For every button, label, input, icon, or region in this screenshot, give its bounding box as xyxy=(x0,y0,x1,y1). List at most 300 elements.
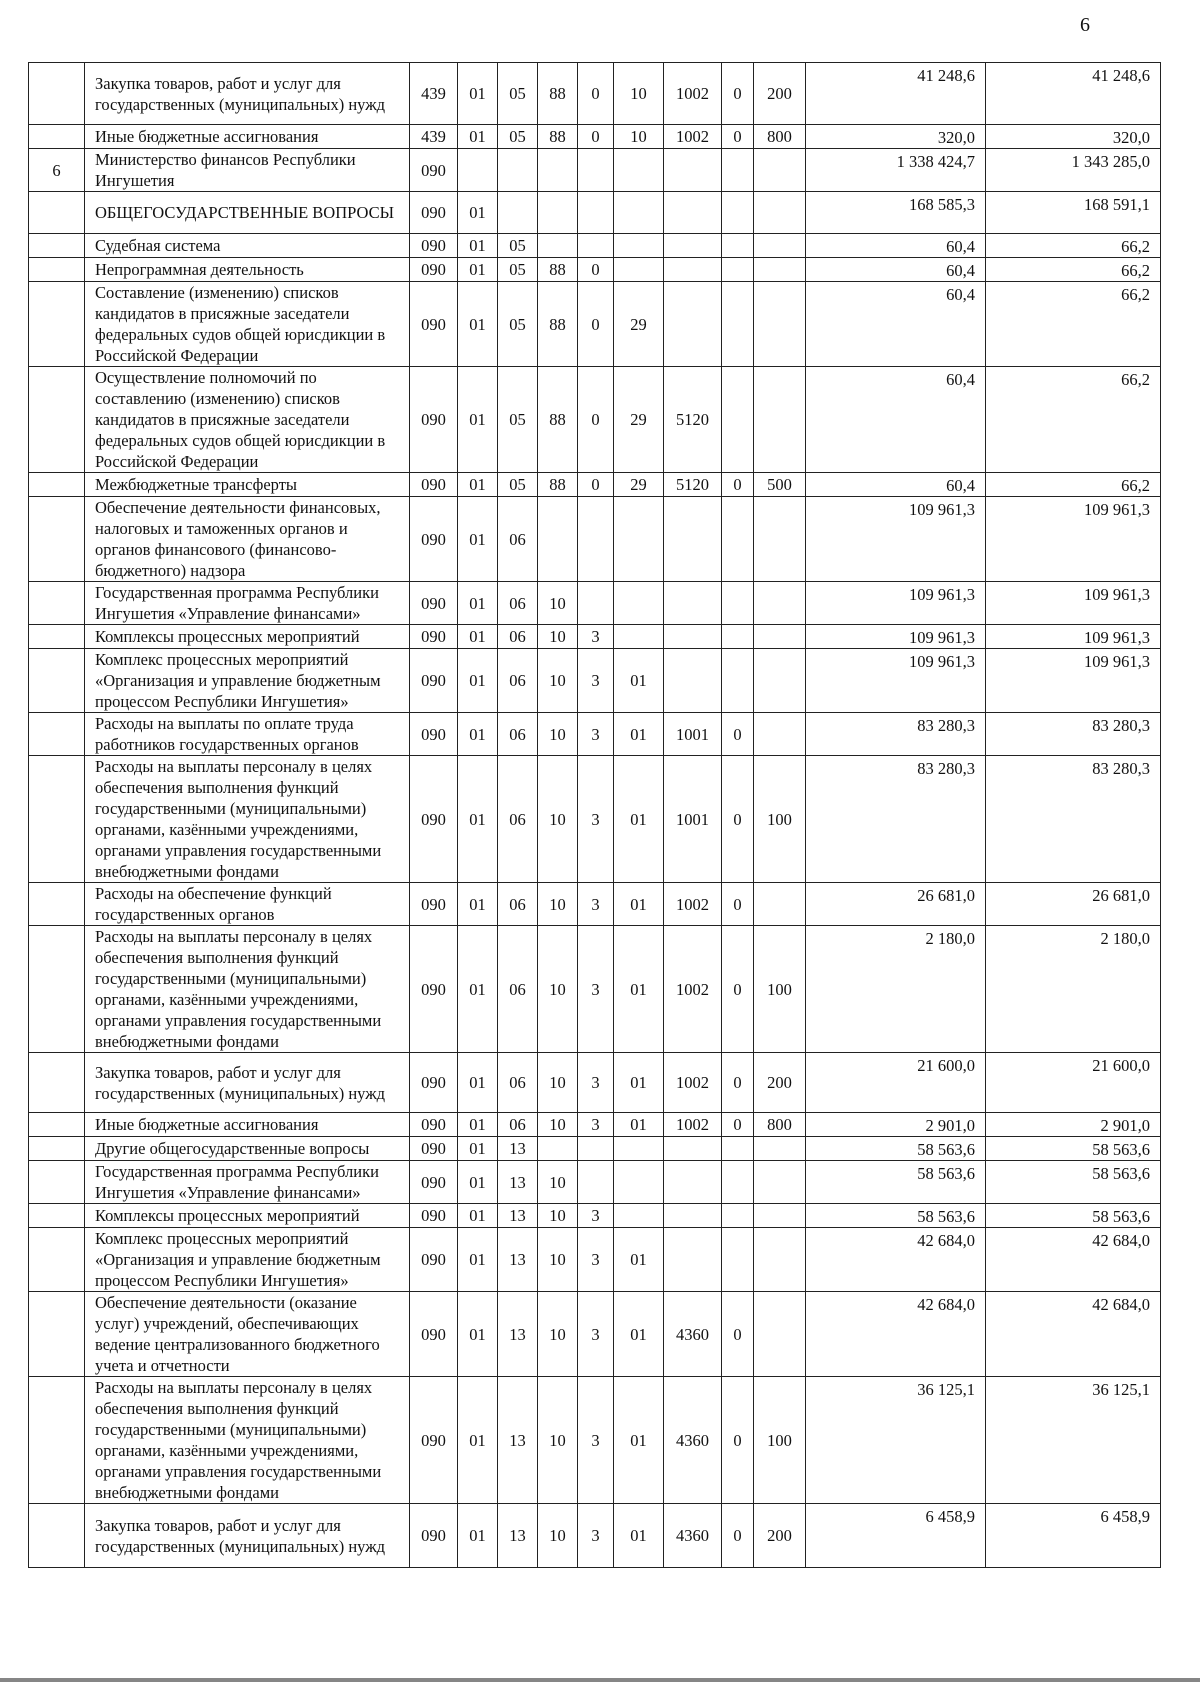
table-row xyxy=(29,149,1161,192)
cell-amount-v2: 66,2 xyxy=(986,367,1161,473)
cell-amount-v1: 2 901,0 xyxy=(806,1113,986,1137)
cell-code-c6: 01 xyxy=(614,1292,664,1377)
cell-amount-v2: 83 280,3 xyxy=(986,713,1161,756)
cell-code-c2: 01 xyxy=(458,1377,498,1504)
cell-amount-v1: 60,4 xyxy=(806,473,986,497)
cell-code-c4: 10 xyxy=(538,1377,578,1504)
cell-code-c5: 3 xyxy=(578,756,614,883)
cell-code-c5: 0 xyxy=(578,473,614,497)
cell-amount-v2: 168 591,1 xyxy=(986,192,1161,234)
cell-code-c8: 0 xyxy=(722,883,754,926)
cell-code-c8 xyxy=(722,649,754,713)
cell-code-c7 xyxy=(664,258,722,282)
cell-amount-v2: 36 125,1 xyxy=(986,1377,1161,1504)
cell-code-c3: 06 xyxy=(498,1113,538,1137)
cell-amount-v1: 320,0 xyxy=(806,125,986,149)
cell-code-c5 xyxy=(578,582,614,625)
cell-code-c6: 01 xyxy=(614,649,664,713)
cell-code-c9 xyxy=(754,1137,806,1161)
cell-code-c4: 88 xyxy=(538,367,578,473)
cell-code-c2: 01 xyxy=(458,1504,498,1568)
cell-amount-v1: 109 961,3 xyxy=(806,582,986,625)
cell-code-c3: 05 xyxy=(498,234,538,258)
cell-name: Осуществление полномочий по составлению (изменению) списков кандидатов в присяжные заседатели федеральных судов общей юрисдикции в Российской Федерации xyxy=(85,367,410,473)
cell-code-c4: 88 xyxy=(538,63,578,125)
cell-amount-v1: 42 684,0 xyxy=(806,1228,986,1292)
cell-number xyxy=(29,883,85,926)
cell-code-c6 xyxy=(614,582,664,625)
cell-amount-v1: 6 458,9 xyxy=(806,1504,986,1568)
cell-name: Комплексы процессных мероприятий xyxy=(85,1204,410,1228)
cell-code-c9 xyxy=(754,282,806,367)
cell-amount-v2: 66,2 xyxy=(986,282,1161,367)
cell-code-c3: 06 xyxy=(498,926,538,1053)
cell-name: Комплекс процессных мероприятий «Организация и управление бюджетным процессом Республики Ингушетия» xyxy=(85,649,410,713)
cell-code-c8 xyxy=(722,234,754,258)
cell-code-c2: 01 xyxy=(458,1204,498,1228)
cell-code-c4 xyxy=(538,1137,578,1161)
cell-amount-v1: 60,4 xyxy=(806,258,986,282)
cell-code-c4 xyxy=(538,192,578,234)
cell-code-c3: 06 xyxy=(498,713,538,756)
cell-code-c5: 3 xyxy=(578,1053,614,1113)
cell-code-c2: 01 xyxy=(458,125,498,149)
table-row xyxy=(29,258,1161,282)
cell-code-c7: 4360 xyxy=(664,1292,722,1377)
table-row xyxy=(29,1228,1161,1292)
cell-code-c4: 10 xyxy=(538,713,578,756)
cell-code-c5 xyxy=(578,497,614,582)
cell-number xyxy=(29,1137,85,1161)
cell-code-c3: 13 xyxy=(498,1204,538,1228)
cell-number xyxy=(29,1053,85,1113)
table-row xyxy=(29,582,1161,625)
cell-number xyxy=(29,497,85,582)
cell-code-c6: 01 xyxy=(614,1504,664,1568)
cell-number xyxy=(29,649,85,713)
cell-code-c2: 01 xyxy=(458,234,498,258)
cell-code-c4: 88 xyxy=(538,125,578,149)
table-row xyxy=(29,192,1161,234)
cell-code-c5: 3 xyxy=(578,1292,614,1377)
cell-name: Комплекс процессных мероприятий «Организация и управление бюджетным процессом Республики Ингушетия» xyxy=(85,1228,410,1292)
cell-code-c8: 0 xyxy=(722,756,754,883)
cell-code-c8: 0 xyxy=(722,713,754,756)
cell-amount-v2: 320,0 xyxy=(986,125,1161,149)
cell-code-c2: 01 xyxy=(458,756,498,883)
cell-code-c5: 3 xyxy=(578,625,614,649)
cell-number xyxy=(29,1161,85,1204)
cell-code-c9: 500 xyxy=(754,473,806,497)
cell-code-c6: 01 xyxy=(614,926,664,1053)
table-row xyxy=(29,756,1161,883)
cell-code-c6: 01 xyxy=(614,713,664,756)
cell-code-c9: 200 xyxy=(754,1504,806,1568)
cell-name: ОБЩЕГОСУДАРСТВЕННЫЕ ВОПРОСЫ xyxy=(85,192,410,234)
cell-code-c6 xyxy=(614,234,664,258)
cell-amount-v1: 60,4 xyxy=(806,234,986,258)
cell-code-c8 xyxy=(722,1228,754,1292)
cell-code-c1: 090 xyxy=(410,713,458,756)
cell-number xyxy=(29,625,85,649)
cell-code-c1: 090 xyxy=(410,1292,458,1377)
table-row xyxy=(29,649,1161,713)
table-row xyxy=(29,125,1161,149)
cell-code-c1: 090 xyxy=(410,1053,458,1113)
cell-code-c6 xyxy=(614,1204,664,1228)
cell-code-c2: 01 xyxy=(458,713,498,756)
cell-amount-v2: 109 961,3 xyxy=(986,649,1161,713)
cell-code-c2: 01 xyxy=(458,883,498,926)
cell-amount-v2: 2 180,0 xyxy=(986,926,1161,1053)
cell-code-c2: 01 xyxy=(458,649,498,713)
cell-code-c3: 06 xyxy=(498,497,538,582)
table-row xyxy=(29,1204,1161,1228)
cell-code-c6: 01 xyxy=(614,1053,664,1113)
cell-name: Расходы на выплаты персоналу в целях обеспечения выполнения функций государственными (муниципальными) органами, казёнными учреждениями, органами управления государственными внебюджетными фондами xyxy=(85,1377,410,1504)
cell-code-c8 xyxy=(722,282,754,367)
cell-code-c1: 090 xyxy=(410,149,458,192)
cell-name: Государственная программа Республики Ингушетия «Управление финансами» xyxy=(85,1161,410,1204)
cell-name: Иные бюджетные ассигнования xyxy=(85,1113,410,1137)
cell-amount-v2: 58 563,6 xyxy=(986,1204,1161,1228)
cell-code-c8 xyxy=(722,149,754,192)
table-body xyxy=(29,63,1161,1568)
cell-code-c5: 0 xyxy=(578,282,614,367)
cell-number xyxy=(29,192,85,234)
cell-code-c9 xyxy=(754,1228,806,1292)
cell-code-c3: 06 xyxy=(498,756,538,883)
cell-code-c1: 090 xyxy=(410,1113,458,1137)
cell-amount-v2: 66,2 xyxy=(986,473,1161,497)
cell-code-c3: 06 xyxy=(498,883,538,926)
cell-number xyxy=(29,63,85,125)
cell-code-c7: 1002 xyxy=(664,125,722,149)
cell-amount-v2: 41 248,6 xyxy=(986,63,1161,125)
cell-amount-v2: 2 901,0 xyxy=(986,1113,1161,1137)
cell-name: Иные бюджетные ассигнования xyxy=(85,125,410,149)
cell-number xyxy=(29,1113,85,1137)
cell-code-c7 xyxy=(664,234,722,258)
cell-code-c5: 3 xyxy=(578,1113,614,1137)
cell-code-c5: 0 xyxy=(578,367,614,473)
cell-code-c3: 05 xyxy=(498,63,538,125)
cell-code-c1: 090 xyxy=(410,649,458,713)
cell-code-c2: 01 xyxy=(458,926,498,1053)
cell-code-c8 xyxy=(722,1161,754,1204)
cell-code-c7 xyxy=(664,192,722,234)
cell-code-c8 xyxy=(722,1137,754,1161)
cell-code-c8 xyxy=(722,192,754,234)
cell-number xyxy=(29,926,85,1053)
cell-code-c3: 13 xyxy=(498,1377,538,1504)
cell-amount-v1: 168 585,3 xyxy=(806,192,986,234)
cell-code-c2: 01 xyxy=(458,258,498,282)
cell-number: 6 xyxy=(29,149,85,192)
cell-code-c3: 06 xyxy=(498,625,538,649)
cell-number xyxy=(29,756,85,883)
table-row xyxy=(29,625,1161,649)
cell-code-c6 xyxy=(614,497,664,582)
cell-amount-v1: 109 961,3 xyxy=(806,625,986,649)
cell-code-c6: 10 xyxy=(614,125,664,149)
cell-amount-v1: 41 248,6 xyxy=(806,63,986,125)
cell-name: Судебная система xyxy=(85,234,410,258)
cell-code-c8: 0 xyxy=(722,1113,754,1137)
cell-code-c8 xyxy=(722,582,754,625)
cell-code-c2: 01 xyxy=(458,625,498,649)
cell-amount-v1: 83 280,3 xyxy=(806,756,986,883)
cell-code-c1: 090 xyxy=(410,756,458,883)
cell-code-c9 xyxy=(754,625,806,649)
cell-code-c6: 01 xyxy=(614,756,664,883)
cell-code-c7: 1002 xyxy=(664,1113,722,1137)
table-row xyxy=(29,1113,1161,1137)
cell-amount-v1: 26 681,0 xyxy=(806,883,986,926)
cell-code-c4 xyxy=(538,234,578,258)
cell-code-c8: 0 xyxy=(722,1292,754,1377)
cell-code-c9 xyxy=(754,1292,806,1377)
scan-edge-line xyxy=(0,1678,1200,1682)
cell-code-c5: 3 xyxy=(578,1204,614,1228)
cell-amount-v2: 42 684,0 xyxy=(986,1292,1161,1377)
cell-code-c9: 800 xyxy=(754,125,806,149)
cell-code-c6 xyxy=(614,192,664,234)
cell-code-c2: 01 xyxy=(458,282,498,367)
cell-code-c7: 1002 xyxy=(664,926,722,1053)
cell-name: Закупка товаров, работ и услуг для государственных (муниципальных) нужд xyxy=(85,63,410,125)
cell-code-c5: 3 xyxy=(578,883,614,926)
cell-code-c5: 0 xyxy=(578,63,614,125)
cell-name: Расходы на выплаты по оплате труда работников государственных органов xyxy=(85,713,410,756)
cell-code-c4: 88 xyxy=(538,258,578,282)
cell-amount-v2: 42 684,0 xyxy=(986,1228,1161,1292)
cell-code-c4: 88 xyxy=(538,473,578,497)
cell-code-c8 xyxy=(722,625,754,649)
cell-code-c4: 10 xyxy=(538,1504,578,1568)
cell-code-c5 xyxy=(578,149,614,192)
cell-amount-v1: 58 563,6 xyxy=(806,1161,986,1204)
cell-code-c4: 88 xyxy=(538,282,578,367)
cell-code-c1: 090 xyxy=(410,258,458,282)
cell-code-c3: 05 xyxy=(498,367,538,473)
cell-code-c3: 06 xyxy=(498,649,538,713)
cell-code-c7 xyxy=(664,497,722,582)
cell-code-c4: 10 xyxy=(538,1161,578,1204)
cell-code-c3: 13 xyxy=(498,1137,538,1161)
cell-code-c2: 01 xyxy=(458,1113,498,1137)
cell-code-c3: 13 xyxy=(498,1161,538,1204)
cell-code-c6: 01 xyxy=(614,1228,664,1292)
cell-code-c1: 090 xyxy=(410,1204,458,1228)
cell-code-c1: 090 xyxy=(410,926,458,1053)
cell-code-c5: 3 xyxy=(578,713,614,756)
cell-code-c1: 090 xyxy=(410,582,458,625)
cell-code-c7: 5120 xyxy=(664,473,722,497)
cell-code-c1: 439 xyxy=(410,63,458,125)
cell-code-c3: 13 xyxy=(498,1504,538,1568)
cell-code-c6: 01 xyxy=(614,883,664,926)
cell-code-c1: 090 xyxy=(410,625,458,649)
cell-code-c1: 090 xyxy=(410,1137,458,1161)
cell-name: Обеспечение деятельности финансовых, налоговых и таможенных органов и органов финансового (финансово-бюджетного) надзора xyxy=(85,497,410,582)
cell-name: Комплексы процессных мероприятий xyxy=(85,625,410,649)
cell-amount-v1: 58 563,6 xyxy=(806,1204,986,1228)
cell-code-c5 xyxy=(578,234,614,258)
cell-amount-v1: 109 961,3 xyxy=(806,649,986,713)
cell-code-c3: 05 xyxy=(498,473,538,497)
cell-code-c4 xyxy=(538,149,578,192)
table-row xyxy=(29,234,1161,258)
cell-code-c9 xyxy=(754,649,806,713)
cell-name: Межбюджетные трансферты xyxy=(85,473,410,497)
cell-code-c3: 13 xyxy=(498,1228,538,1292)
cell-code-c9 xyxy=(754,192,806,234)
cell-number xyxy=(29,258,85,282)
cell-number xyxy=(29,582,85,625)
cell-code-c9 xyxy=(754,883,806,926)
cell-number xyxy=(29,1204,85,1228)
cell-code-c3: 06 xyxy=(498,582,538,625)
cell-code-c6 xyxy=(614,258,664,282)
cell-code-c4: 10 xyxy=(538,649,578,713)
cell-amount-v2: 109 961,3 xyxy=(986,625,1161,649)
cell-amount-v1: 42 684,0 xyxy=(806,1292,986,1377)
cell-name: Составление (изменению) списков кандидатов в присяжные заседатели федеральных судов общей юрисдикции в Российской Федерации xyxy=(85,282,410,367)
page-number: 6 xyxy=(1080,14,1090,36)
cell-code-c8 xyxy=(722,367,754,473)
cell-code-c9: 200 xyxy=(754,63,806,125)
cell-code-c2 xyxy=(458,149,498,192)
cell-code-c5: 3 xyxy=(578,1377,614,1504)
cell-amount-v2: 66,2 xyxy=(986,234,1161,258)
cell-code-c7: 1002 xyxy=(664,883,722,926)
cell-code-c3: 05 xyxy=(498,125,538,149)
cell-number xyxy=(29,282,85,367)
cell-code-c7 xyxy=(664,1137,722,1161)
cell-code-c1: 090 xyxy=(410,192,458,234)
cell-code-c4: 10 xyxy=(538,756,578,883)
cell-code-c2: 01 xyxy=(458,63,498,125)
cell-code-c9 xyxy=(754,258,806,282)
cell-code-c3: 13 xyxy=(498,1292,538,1377)
cell-code-c9: 100 xyxy=(754,926,806,1053)
cell-code-c9: 100 xyxy=(754,1377,806,1504)
table-row xyxy=(29,883,1161,926)
cell-code-c7 xyxy=(664,582,722,625)
cell-amount-v1: 83 280,3 xyxy=(806,713,986,756)
cell-amount-v2: 109 961,3 xyxy=(986,497,1161,582)
cell-code-c9: 200 xyxy=(754,1053,806,1113)
table-row xyxy=(29,926,1161,1053)
cell-code-c4 xyxy=(538,497,578,582)
cell-amount-v1: 109 961,3 xyxy=(806,497,986,582)
cell-amount-v1: 60,4 xyxy=(806,367,986,473)
cell-number xyxy=(29,367,85,473)
cell-code-c4: 10 xyxy=(538,883,578,926)
cell-amount-v1: 21 600,0 xyxy=(806,1053,986,1113)
cell-code-c6: 29 xyxy=(614,367,664,473)
cell-amount-v2: 58 563,6 xyxy=(986,1137,1161,1161)
cell-code-c4: 10 xyxy=(538,1292,578,1377)
cell-code-c8: 0 xyxy=(722,1504,754,1568)
cell-amount-v2: 1 343 285,0 xyxy=(986,149,1161,192)
cell-amount-v2: 58 563,6 xyxy=(986,1161,1161,1204)
cell-code-c4: 10 xyxy=(538,1053,578,1113)
cell-code-c9: 100 xyxy=(754,756,806,883)
cell-code-c6 xyxy=(614,625,664,649)
cell-amount-v2: 66,2 xyxy=(986,258,1161,282)
cell-code-c5: 3 xyxy=(578,926,614,1053)
cell-code-c5 xyxy=(578,1161,614,1204)
cell-code-c1: 439 xyxy=(410,125,458,149)
cell-name: Закупка товаров, работ и услуг для государственных (муниципальных) нужд xyxy=(85,1053,410,1113)
cell-code-c8: 0 xyxy=(722,926,754,1053)
table-row xyxy=(29,1504,1161,1568)
cell-code-c9 xyxy=(754,234,806,258)
cell-code-c5 xyxy=(578,192,614,234)
cell-code-c3: 06 xyxy=(498,1053,538,1113)
cell-code-c3 xyxy=(498,192,538,234)
cell-code-c2: 01 xyxy=(458,1292,498,1377)
cell-code-c6 xyxy=(614,149,664,192)
cell-code-c2: 01 xyxy=(458,497,498,582)
cell-code-c9 xyxy=(754,497,806,582)
cell-code-c7 xyxy=(664,625,722,649)
cell-code-c7 xyxy=(664,1204,722,1228)
cell-code-c6: 01 xyxy=(614,1377,664,1504)
cell-name: Расходы на обеспечение функций государственных органов xyxy=(85,883,410,926)
cell-code-c1: 090 xyxy=(410,497,458,582)
cell-amount-v1: 60,4 xyxy=(806,282,986,367)
cell-code-c8: 0 xyxy=(722,473,754,497)
cell-code-c9 xyxy=(754,582,806,625)
cell-code-c1: 090 xyxy=(410,367,458,473)
cell-code-c2: 01 xyxy=(458,473,498,497)
cell-code-c6 xyxy=(614,1137,664,1161)
cell-code-c4: 10 xyxy=(538,625,578,649)
table-row xyxy=(29,63,1161,125)
table-row xyxy=(29,1292,1161,1377)
cell-amount-v1: 58 563,6 xyxy=(806,1137,986,1161)
cell-number xyxy=(29,125,85,149)
cell-code-c8: 0 xyxy=(722,125,754,149)
cell-code-c2: 01 xyxy=(458,1228,498,1292)
cell-code-c7: 1002 xyxy=(664,63,722,125)
table-row xyxy=(29,1137,1161,1161)
cell-code-c7 xyxy=(664,1161,722,1204)
cell-code-c5: 3 xyxy=(578,649,614,713)
budget-table xyxy=(28,62,1161,1568)
cell-number xyxy=(29,1377,85,1504)
cell-code-c6: 01 xyxy=(614,1113,664,1137)
cell-code-c4: 10 xyxy=(538,582,578,625)
cell-code-c5: 0 xyxy=(578,258,614,282)
cell-code-c4: 10 xyxy=(538,1228,578,1292)
table-row xyxy=(29,473,1161,497)
table-row xyxy=(29,497,1161,582)
cell-code-c4: 10 xyxy=(538,926,578,1053)
cell-amount-v2: 83 280,3 xyxy=(986,756,1161,883)
cell-name: Государственная программа Республики Ингушетия «Управление финансами» xyxy=(85,582,410,625)
cell-code-c6: 29 xyxy=(614,282,664,367)
cell-code-c9: 800 xyxy=(754,1113,806,1137)
cell-code-c7: 1001 xyxy=(664,756,722,883)
cell-amount-v1: 2 180,0 xyxy=(806,926,986,1053)
cell-code-c8 xyxy=(722,258,754,282)
cell-name: Расходы на выплаты персоналу в целях обеспечения выполнения функций государственными (муниципальными) органами, казёнными учреждениями, органами управления государственными внебюджетными фондами xyxy=(85,926,410,1053)
cell-code-c5: 0 xyxy=(578,125,614,149)
